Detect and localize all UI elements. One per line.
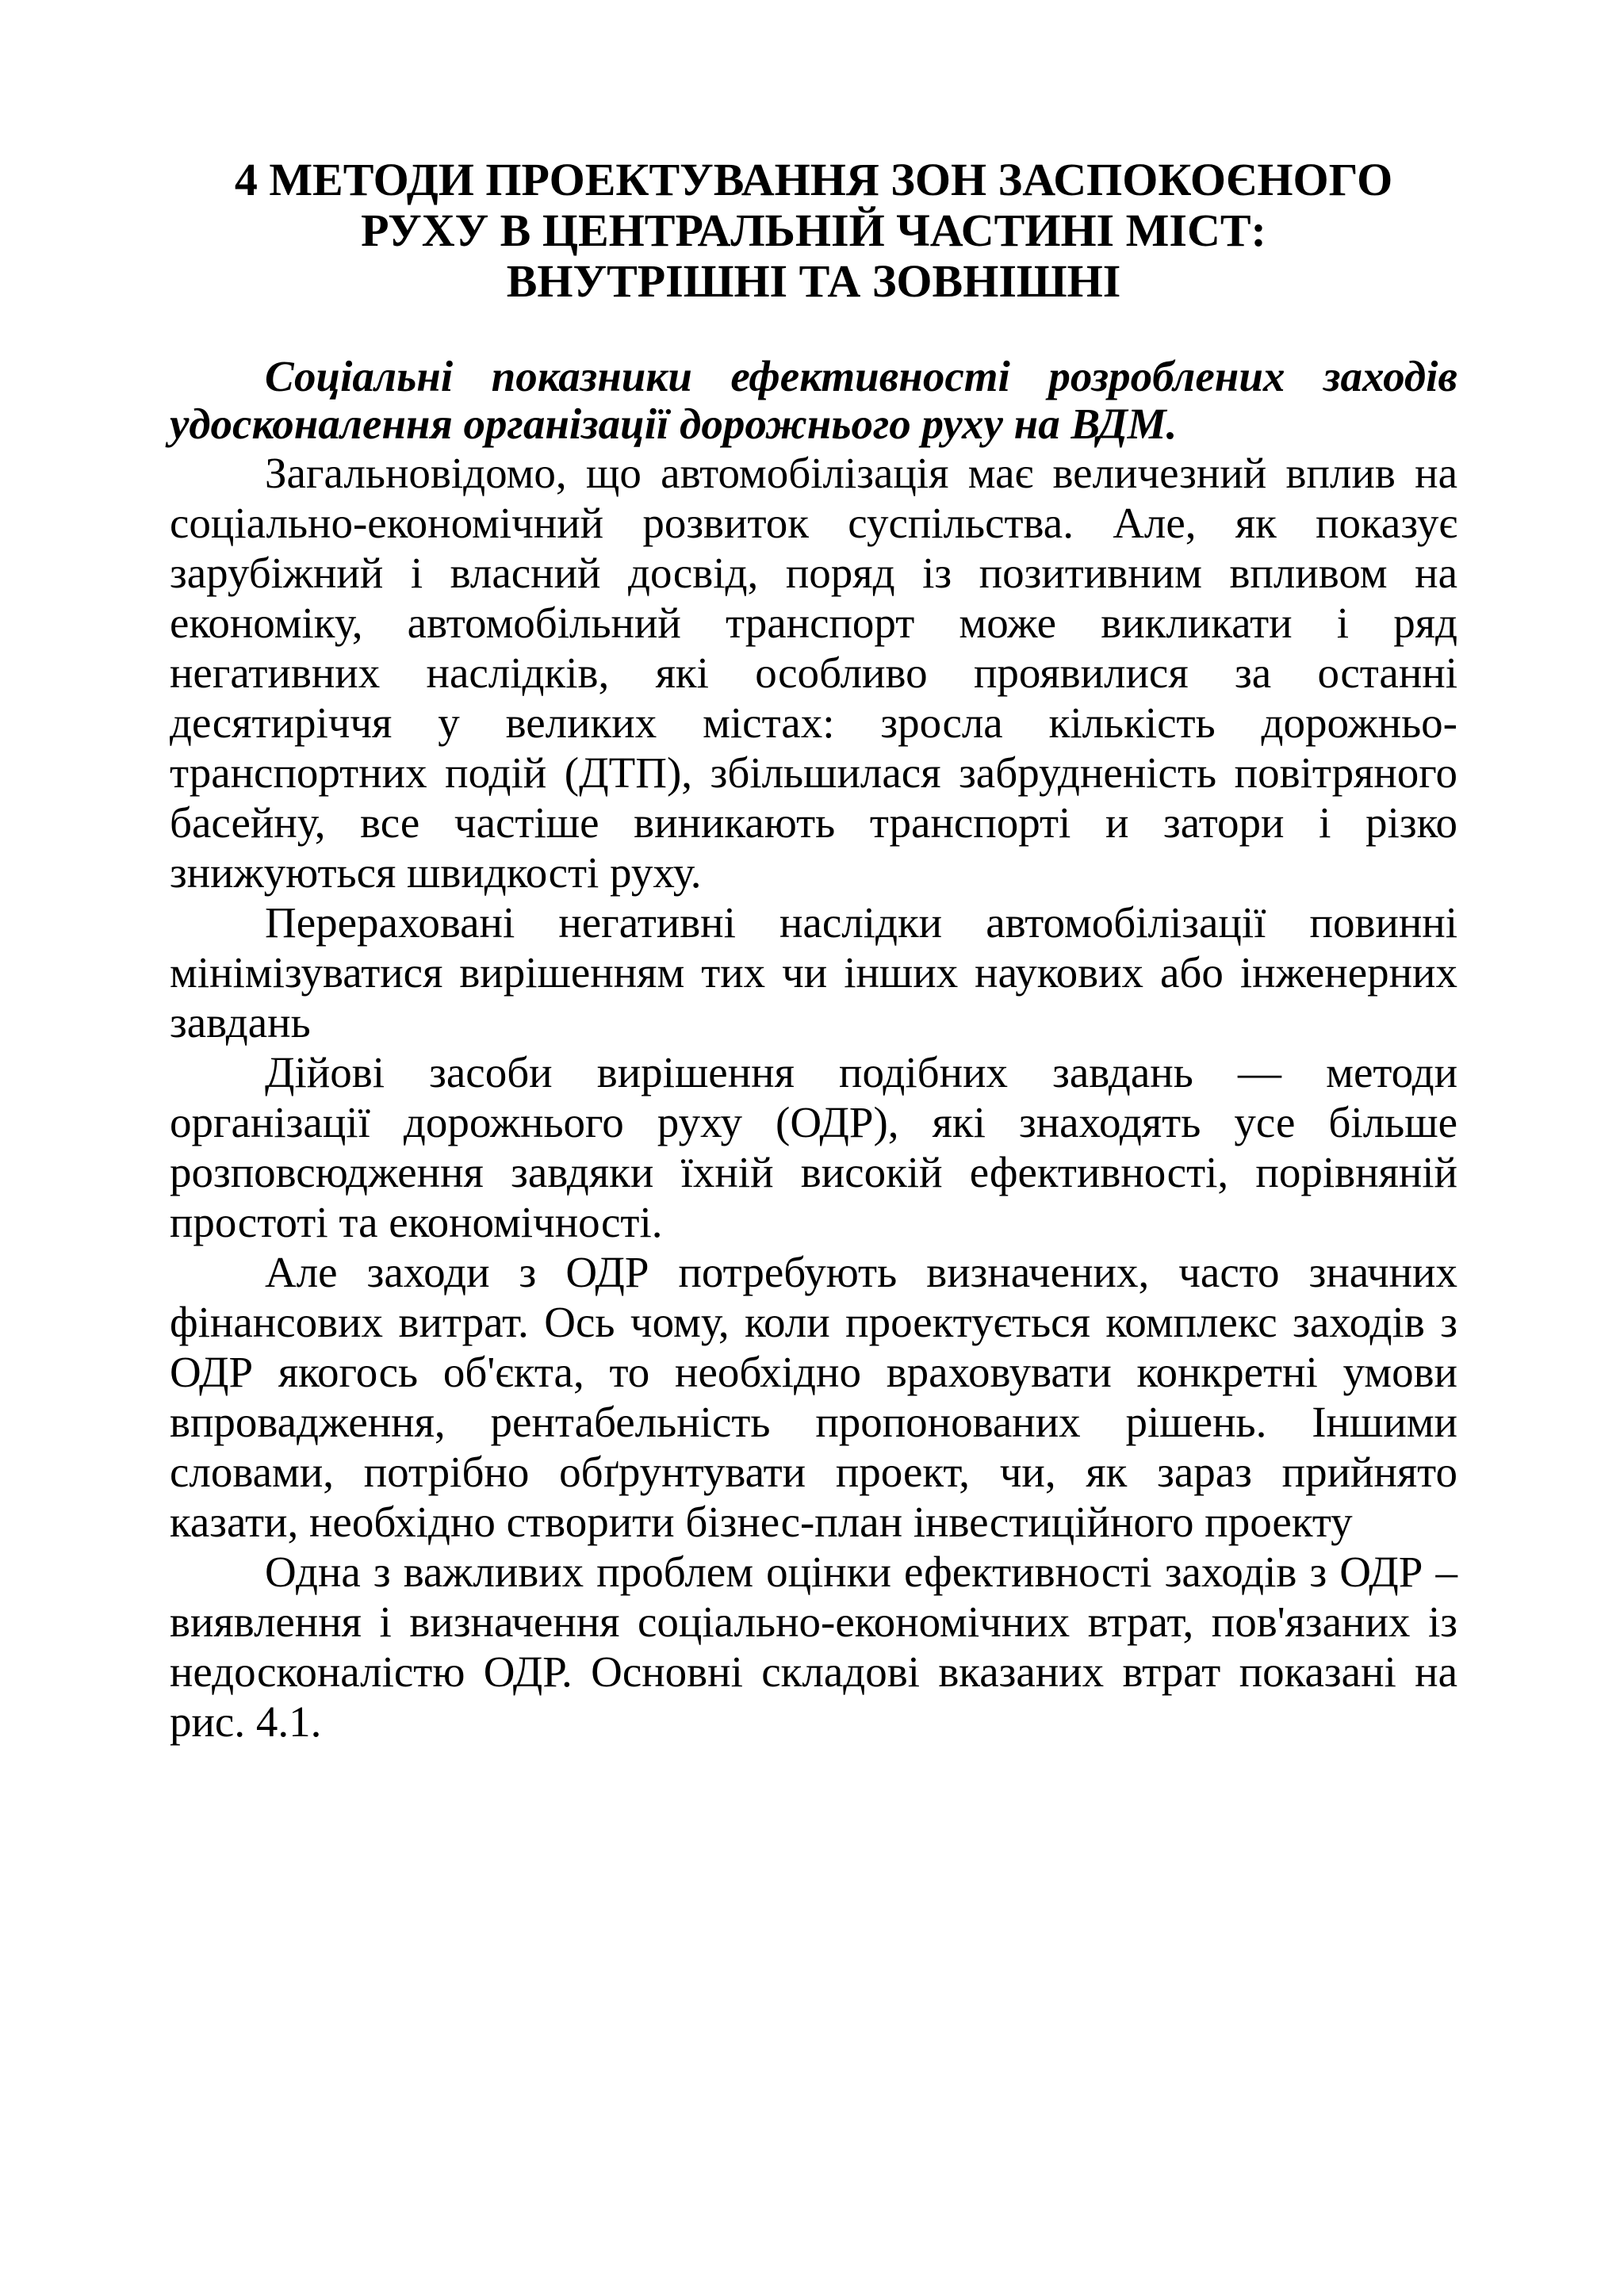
title-line-1: 4 МЕТОДИ ПРОЕКТУВАННЯ ЗОН ЗАСПОКОЄНОГО (234, 154, 1393, 205)
section-subheading: Соціальні показники ефективності розроблених заходів удосконалення організації дорожнього руху на ВДМ. (170, 352, 1457, 448)
paragraph-1: Загальновідомо, що автомобілізація має величезний вплив на соціально-економічний розвиток суспільства. Але, як показує зарубіжний і власний досвід, поряд із позитивним впливом на економіку, автомобільний транспорт може викликати і ряд негативних наслідків, які особливо проявилися за останні десятиріччя у великих містах: зросла кількість дорожньо-транспортних подій (ДТП), збільшилася забрудненість повітряного басейну, все частіше виникають транспорті и затори і різко знижуються швидкості руху. (170, 449, 1457, 897)
paragraph-2: Перераховані негативні наслідки автомобілізації повинні мінімізуватися вирішенням тих чи інших наукових або інженерних завдань (170, 898, 1457, 1047)
title-line-3: ВНУТРІШНІ ТА ЗОВНІШНІ (506, 255, 1121, 307)
paragraph-3: Дійові засоби вирішення подібних завдань — методи організації дорожнього руху (ОДР), які знаходять усе більше розповсюдження завдяки їхній високій ефективності, порівняній простоті та економічності. (170, 1048, 1457, 1246)
paragraph-4: Але заходи з ОДР потребують визначених, часто значних фінансових витрат. Ось чому, коли проектується комплекс заходів з ОДР якогось об'єкта, то необхідно враховувати конкретні умови впровадження, рентабельність пропонованих рішень. Іншими словами, потрібно обґрунтувати проект, чи, як зараз прийнято казати, необхідно створити бізнес-план інвестиційного проекту (170, 1248, 1457, 1546)
document-page (170, 155, 1457, 1747)
paragraph-5: Одна з важливих проблем оцінки ефективності заходів з ОДР – виявлення і визначення соціально-економічних втрат, пов'язаних із недосконалістю ОДР. Основні складові вказаних втрат показані на рис. 4.1. (170, 1548, 1457, 1746)
title-line-2: РУХУ В ЦЕНТРАЛЬНІЙ ЧАСТИНІ МІСТ: (361, 205, 1266, 256)
page-title (170, 155, 1457, 307)
